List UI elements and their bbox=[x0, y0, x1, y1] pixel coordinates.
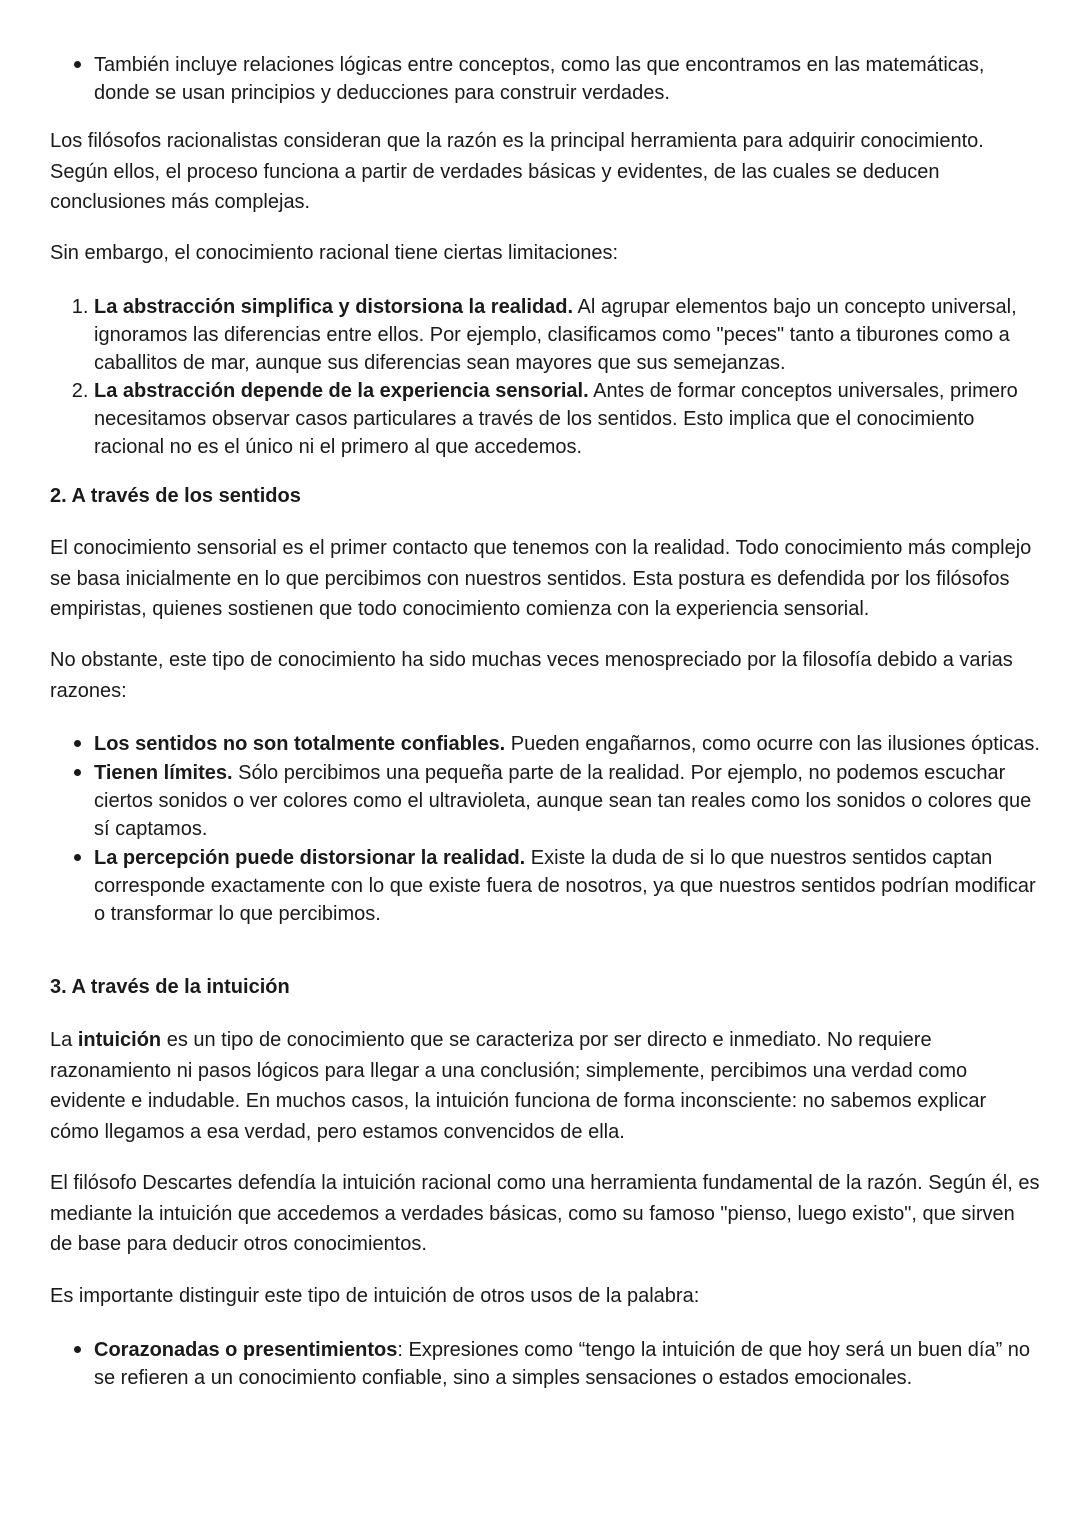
list-item-text: Sólo percibimos una pequeña parte de la realidad. Por ejemplo, no podemos escuchar ciertos sonidos o ver colores como el ultravioleta, aunque sean tan reales como los sonidos o colores que sí captamos. bbox=[94, 762, 1032, 840]
list-item-bold: La abstracción depende de la experiencia sensorial. bbox=[94, 380, 589, 402]
text-span: es un tipo de conocimiento que se caracteriza por ser directo e inmediato. No requiere razonamiento ni pasos lógicos para llegar a una conclusión; simplemente, percibimos una verdad como evidente e indudable. En muchos casos, la intuición funciona de forma inconsciente: no sabemos explicar cómo llegamos a esa verdad, pero estamos convencidos de ella. bbox=[50, 1029, 987, 1143]
list-item-text: Antes de formar conceptos universales, primero necesitamos observar casos particulares a través de los sentidos. Esto implica que el conocimiento racional no es el único ni el primero al que accedemos. bbox=[94, 380, 1018, 458]
list-item-bold: Corazonadas o presentimientos bbox=[94, 1339, 398, 1361]
bold-term: intuición bbox=[77, 1029, 162, 1051]
section-heading-senses bbox=[50, 481, 1040, 511]
list-item-text: Pueden engañarnos, como ocurre con las ilusiones ópticas. bbox=[505, 733, 1040, 755]
list-item-text: : Expresiones como “tengo la intuición de que hoy será un buen día” no se refieren a un conocimiento confiable, sino a simples sensaciones o estados emocionales. bbox=[94, 1339, 1031, 1389]
list-item-bold: La abstracción simplifica y distorsiona la realidad. bbox=[94, 296, 574, 318]
limitations-list bbox=[50, 293, 1040, 461]
paragraph-text: El filósofo Descartes defendía la intuición racional como una herramienta fundamental de la razón. Según él, es mediante la intuición que accedemos a verdades básicas, como su famoso "pienso, luego existo", que sirven de base para deducir otros conocimientos. bbox=[50, 1172, 1040, 1255]
list-item-text: También incluye relaciones lógicas entre conceptos, como las que encontramos en las matemáticas, donde se usan principios y deducciones para construir verdades. bbox=[94, 54, 985, 104]
text-span: La bbox=[50, 1029, 78, 1051]
uses-list bbox=[50, 1335, 1040, 1392]
list-item-text: Existe la duda de si lo que nuestros sentidos captan corresponde exactamente con lo que existe fuera de nosotros, ya que nuestros sentidos podrían modificar o transformar lo que percibimos. bbox=[94, 847, 1036, 925]
list-item-bold: Tienen límites. bbox=[94, 762, 233, 784]
list-item bbox=[94, 293, 1040, 377]
paragraph-text: Los filósofos racionalistas consideran que la razón es la principal herramienta para adquirir conocimiento. Según ellos, el proceso funciona a partir de verdades básicas y evidentes, de las cuales se deducen conclusiones más complejas. bbox=[50, 130, 984, 213]
list-item bbox=[94, 1335, 1040, 1392]
paragraph-intuition bbox=[50, 1025, 1040, 1147]
paragraph-text bbox=[50, 1025, 1040, 1147]
paragraph-uses-intro bbox=[50, 1281, 1040, 1312]
reasons-list bbox=[50, 729, 1040, 928]
paragraph-sensorial bbox=[50, 533, 1040, 625]
list-item bbox=[94, 729, 1040, 758]
list-item bbox=[94, 377, 1040, 461]
heading-text: 3. A través de la intuición bbox=[50, 976, 290, 998]
paragraph-reasons-intro bbox=[50, 645, 1040, 706]
heading-text: 2. A través de los sentidos bbox=[50, 485, 301, 507]
list-item bbox=[94, 50, 1040, 107]
section-heading-intuition bbox=[50, 972, 1040, 1002]
paragraph-text: Sin embargo, el conocimiento racional tiene ciertas limitaciones: bbox=[50, 242, 619, 264]
paragraph-text: Es importante distinguir este tipo de intuición de otros usos de la palabra: bbox=[50, 1285, 700, 1307]
list-item bbox=[94, 758, 1040, 843]
list-item bbox=[94, 843, 1040, 928]
paragraph-text: No obstante, este tipo de conocimiento ha sido muchas veces menospreciado por la filosofía debido a varias razones: bbox=[50, 649, 1013, 702]
paragraph-limitations-intro bbox=[50, 238, 1040, 269]
top-bullet-list bbox=[50, 50, 1040, 107]
list-item-bold: La percepción puede distorsionar la realidad. bbox=[94, 847, 526, 869]
paragraph-rationalists bbox=[50, 126, 1040, 218]
paragraph-descartes bbox=[50, 1168, 1040, 1260]
list-item-text: Al agrupar elementos bajo un concepto universal, ignoramos las diferencias entre ellos. Por ejemplo, clasificamos como "peces" tanto a tiburones como a caballitos de mar, aunque sus diferencias sean mayores que sus semejanzas. bbox=[94, 296, 1017, 374]
paragraph-text: El conocimiento sensorial es el primer contacto que tenemos con la realidad. Todo conocimiento más complejo se basa inicialmente en lo que percibimos con nuestros sentidos. Esta postura es defendida por los filósofos empiristas, quienes sostienen que todo conocimiento comienza con la experiencia sensorial. bbox=[50, 537, 1032, 620]
list-item-bold: Los sentidos no son totalmente confiables. bbox=[94, 733, 506, 755]
